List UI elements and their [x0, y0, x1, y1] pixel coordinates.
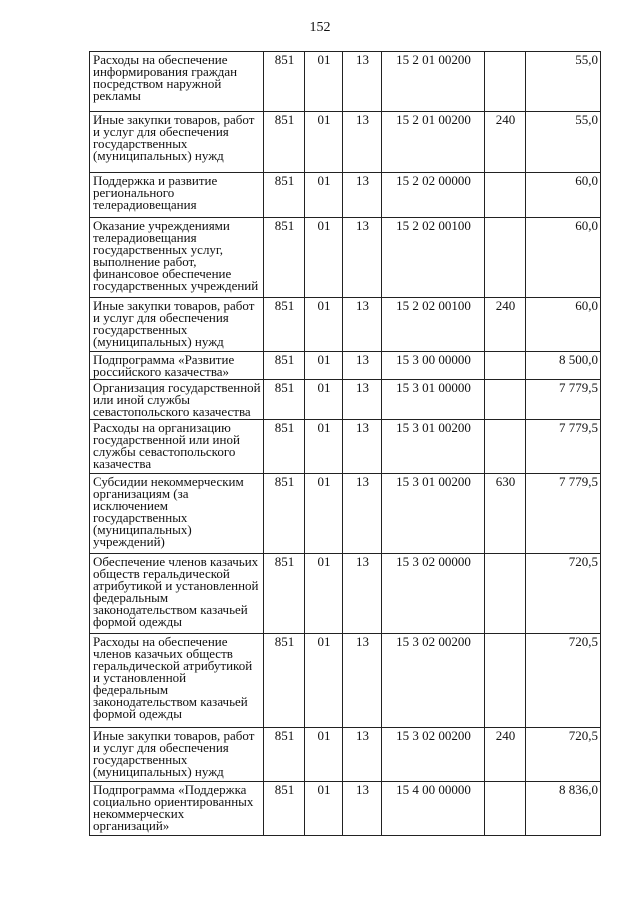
section-code-cell: 01 — [305, 634, 343, 728]
expense-name-cell: Оказание учреждениями телерадиовещания государственных услуг, выполнение работ, финансовое обеспечение государственных учреждений — [90, 218, 264, 298]
amount-cell: 8 836,0 — [526, 782, 601, 836]
target-article-cell: 15 2 02 00100 — [382, 298, 485, 352]
expense-name-cell: Поддержка и развитие регионального телерадиовещания — [90, 173, 264, 218]
section-code-cell: 01 — [305, 52, 343, 112]
expense-name-cell: Организация государственной или иной службы севастопольского казачества — [90, 380, 264, 420]
target-article-cell: 15 3 02 00000 — [382, 554, 485, 634]
expense-name-cell: Иные закупки товаров, работ и услуг для обеспечения государственных (муниципальных) нужд — [90, 112, 264, 173]
target-article-cell: 15 3 00 00000 — [382, 352, 485, 380]
section-code-cell: 01 — [305, 728, 343, 782]
expense-type-cell — [485, 554, 526, 634]
budget-table-body — [90, 52, 601, 836]
expense-type-cell: 240 — [485, 298, 526, 352]
subsection-code-cell: 13 — [343, 52, 382, 112]
expense-type-cell — [485, 634, 526, 728]
department-code-cell: 851 — [264, 173, 305, 218]
department-code-cell: 851 — [264, 112, 305, 173]
subsection-code-cell: 13 — [343, 380, 382, 420]
department-code-cell: 851 — [264, 782, 305, 836]
expense-name-cell: Иные закупки товаров, работ и услуг для обеспечения государственных (муниципальных) нужд — [90, 298, 264, 352]
table-row — [90, 634, 601, 728]
target-article-cell: 15 2 01 00200 — [382, 112, 485, 173]
subsection-code-cell: 13 — [343, 218, 382, 298]
amount-cell: 60,0 — [526, 218, 601, 298]
table-row — [90, 420, 601, 474]
section-code-cell: 01 — [305, 352, 343, 380]
expense-type-cell: 240 — [485, 728, 526, 782]
amount-cell: 7 779,5 — [526, 380, 601, 420]
expense-name-cell: Расходы на организацию государственной или иной службы севастопольского казачества — [90, 420, 264, 474]
amount-cell: 720,5 — [526, 634, 601, 728]
target-article-cell: 15 3 01 00200 — [382, 420, 485, 474]
expense-name-cell: Обеспечение членов казачьих обществ геральдической атрибутикой и установленной федеральным законодательством казачьей формой одежды — [90, 554, 264, 634]
target-article-cell: 15 2 02 00000 — [382, 173, 485, 218]
subsection-code-cell: 13 — [343, 352, 382, 380]
subsection-code-cell: 13 — [343, 634, 382, 728]
amount-cell: 60,0 — [526, 173, 601, 218]
expense-type-cell: 240 — [485, 112, 526, 173]
section-code-cell: 01 — [305, 380, 343, 420]
target-article-cell: 15 3 02 00200 — [382, 728, 485, 782]
subsection-code-cell: 13 — [343, 728, 382, 782]
table-row — [90, 474, 601, 554]
expense-name-cell: Иные закупки товаров, работ и услуг для обеспечения государственных (муниципальных) нужд — [90, 728, 264, 782]
department-code-cell: 851 — [264, 352, 305, 380]
budget-table — [89, 51, 601, 836]
expense-type-cell — [485, 218, 526, 298]
amount-cell: 8 500,0 — [526, 352, 601, 380]
department-code-cell: 851 — [264, 634, 305, 728]
target-article-cell: 15 3 01 00200 — [382, 474, 485, 554]
amount-cell: 720,5 — [526, 554, 601, 634]
table-row — [90, 380, 601, 420]
expense-name-cell: Подпрограмма «Развитие российского казачества» — [90, 352, 264, 380]
table-row — [90, 554, 601, 634]
table-row — [90, 173, 601, 218]
expense-type-cell — [485, 420, 526, 474]
expense-name-cell: Субсидии некоммерческим организациям (за исключением государственных (муниципальных) учреждений) — [90, 474, 264, 554]
section-code-cell: 01 — [305, 173, 343, 218]
section-code-cell: 01 — [305, 112, 343, 173]
table-row — [90, 352, 601, 380]
expense-type-cell — [485, 380, 526, 420]
department-code-cell: 851 — [264, 474, 305, 554]
section-code-cell: 01 — [305, 474, 343, 554]
department-code-cell: 851 — [264, 298, 305, 352]
subsection-code-cell: 13 — [343, 112, 382, 173]
amount-cell: 720,5 — [526, 728, 601, 782]
expense-name-cell: Подпрограмма «Поддержка социально ориентированных некоммерческих организаций» — [90, 782, 264, 836]
table-row — [90, 298, 601, 352]
table-row — [90, 782, 601, 836]
page-number: 152 — [309, 20, 331, 35]
expense-type-cell: 630 — [485, 474, 526, 554]
table-row — [90, 112, 601, 173]
expense-type-cell — [485, 173, 526, 218]
subsection-code-cell: 13 — [343, 782, 382, 836]
section-code-cell: 01 — [305, 782, 343, 836]
table-row — [90, 218, 601, 298]
expense-name-cell: Расходы на обеспечение членов казачьих обществ геральдической атрибутикой и установленной федеральным законодательством казачьей формой одежды — [90, 634, 264, 728]
subsection-code-cell: 13 — [343, 474, 382, 554]
amount-cell: 55,0 — [526, 52, 601, 112]
target-article-cell: 15 2 02 00100 — [382, 218, 485, 298]
department-code-cell: 851 — [264, 218, 305, 298]
section-code-cell: 01 — [305, 554, 343, 634]
department-code-cell: 851 — [264, 420, 305, 474]
department-code-cell: 851 — [264, 380, 305, 420]
table-row — [90, 728, 601, 782]
subsection-code-cell: 13 — [343, 554, 382, 634]
expense-name-cell: Расходы на обеспечение информирования граждан посредством наружной рекламы — [90, 52, 264, 112]
amount-cell: 7 779,5 — [526, 474, 601, 554]
expense-type-cell — [485, 52, 526, 112]
target-article-cell: 15 4 00 00000 — [382, 782, 485, 836]
subsection-code-cell: 13 — [343, 420, 382, 474]
expense-type-cell — [485, 352, 526, 380]
amount-cell: 60,0 — [526, 298, 601, 352]
department-code-cell: 851 — [264, 554, 305, 634]
amount-cell: 55,0 — [526, 112, 601, 173]
section-code-cell: 01 — [305, 218, 343, 298]
target-article-cell: 15 2 01 00200 — [382, 52, 485, 112]
amount-cell: 7 779,5 — [526, 420, 601, 474]
section-code-cell: 01 — [305, 298, 343, 352]
target-article-cell: 15 3 02 00200 — [382, 634, 485, 728]
section-code-cell: 01 — [305, 420, 343, 474]
table-row — [90, 52, 601, 112]
expense-type-cell — [485, 782, 526, 836]
target-article-cell: 15 3 01 00000 — [382, 380, 485, 420]
department-code-cell: 851 — [264, 52, 305, 112]
subsection-code-cell: 13 — [343, 298, 382, 352]
subsection-code-cell: 13 — [343, 173, 382, 218]
department-code-cell: 851 — [264, 728, 305, 782]
